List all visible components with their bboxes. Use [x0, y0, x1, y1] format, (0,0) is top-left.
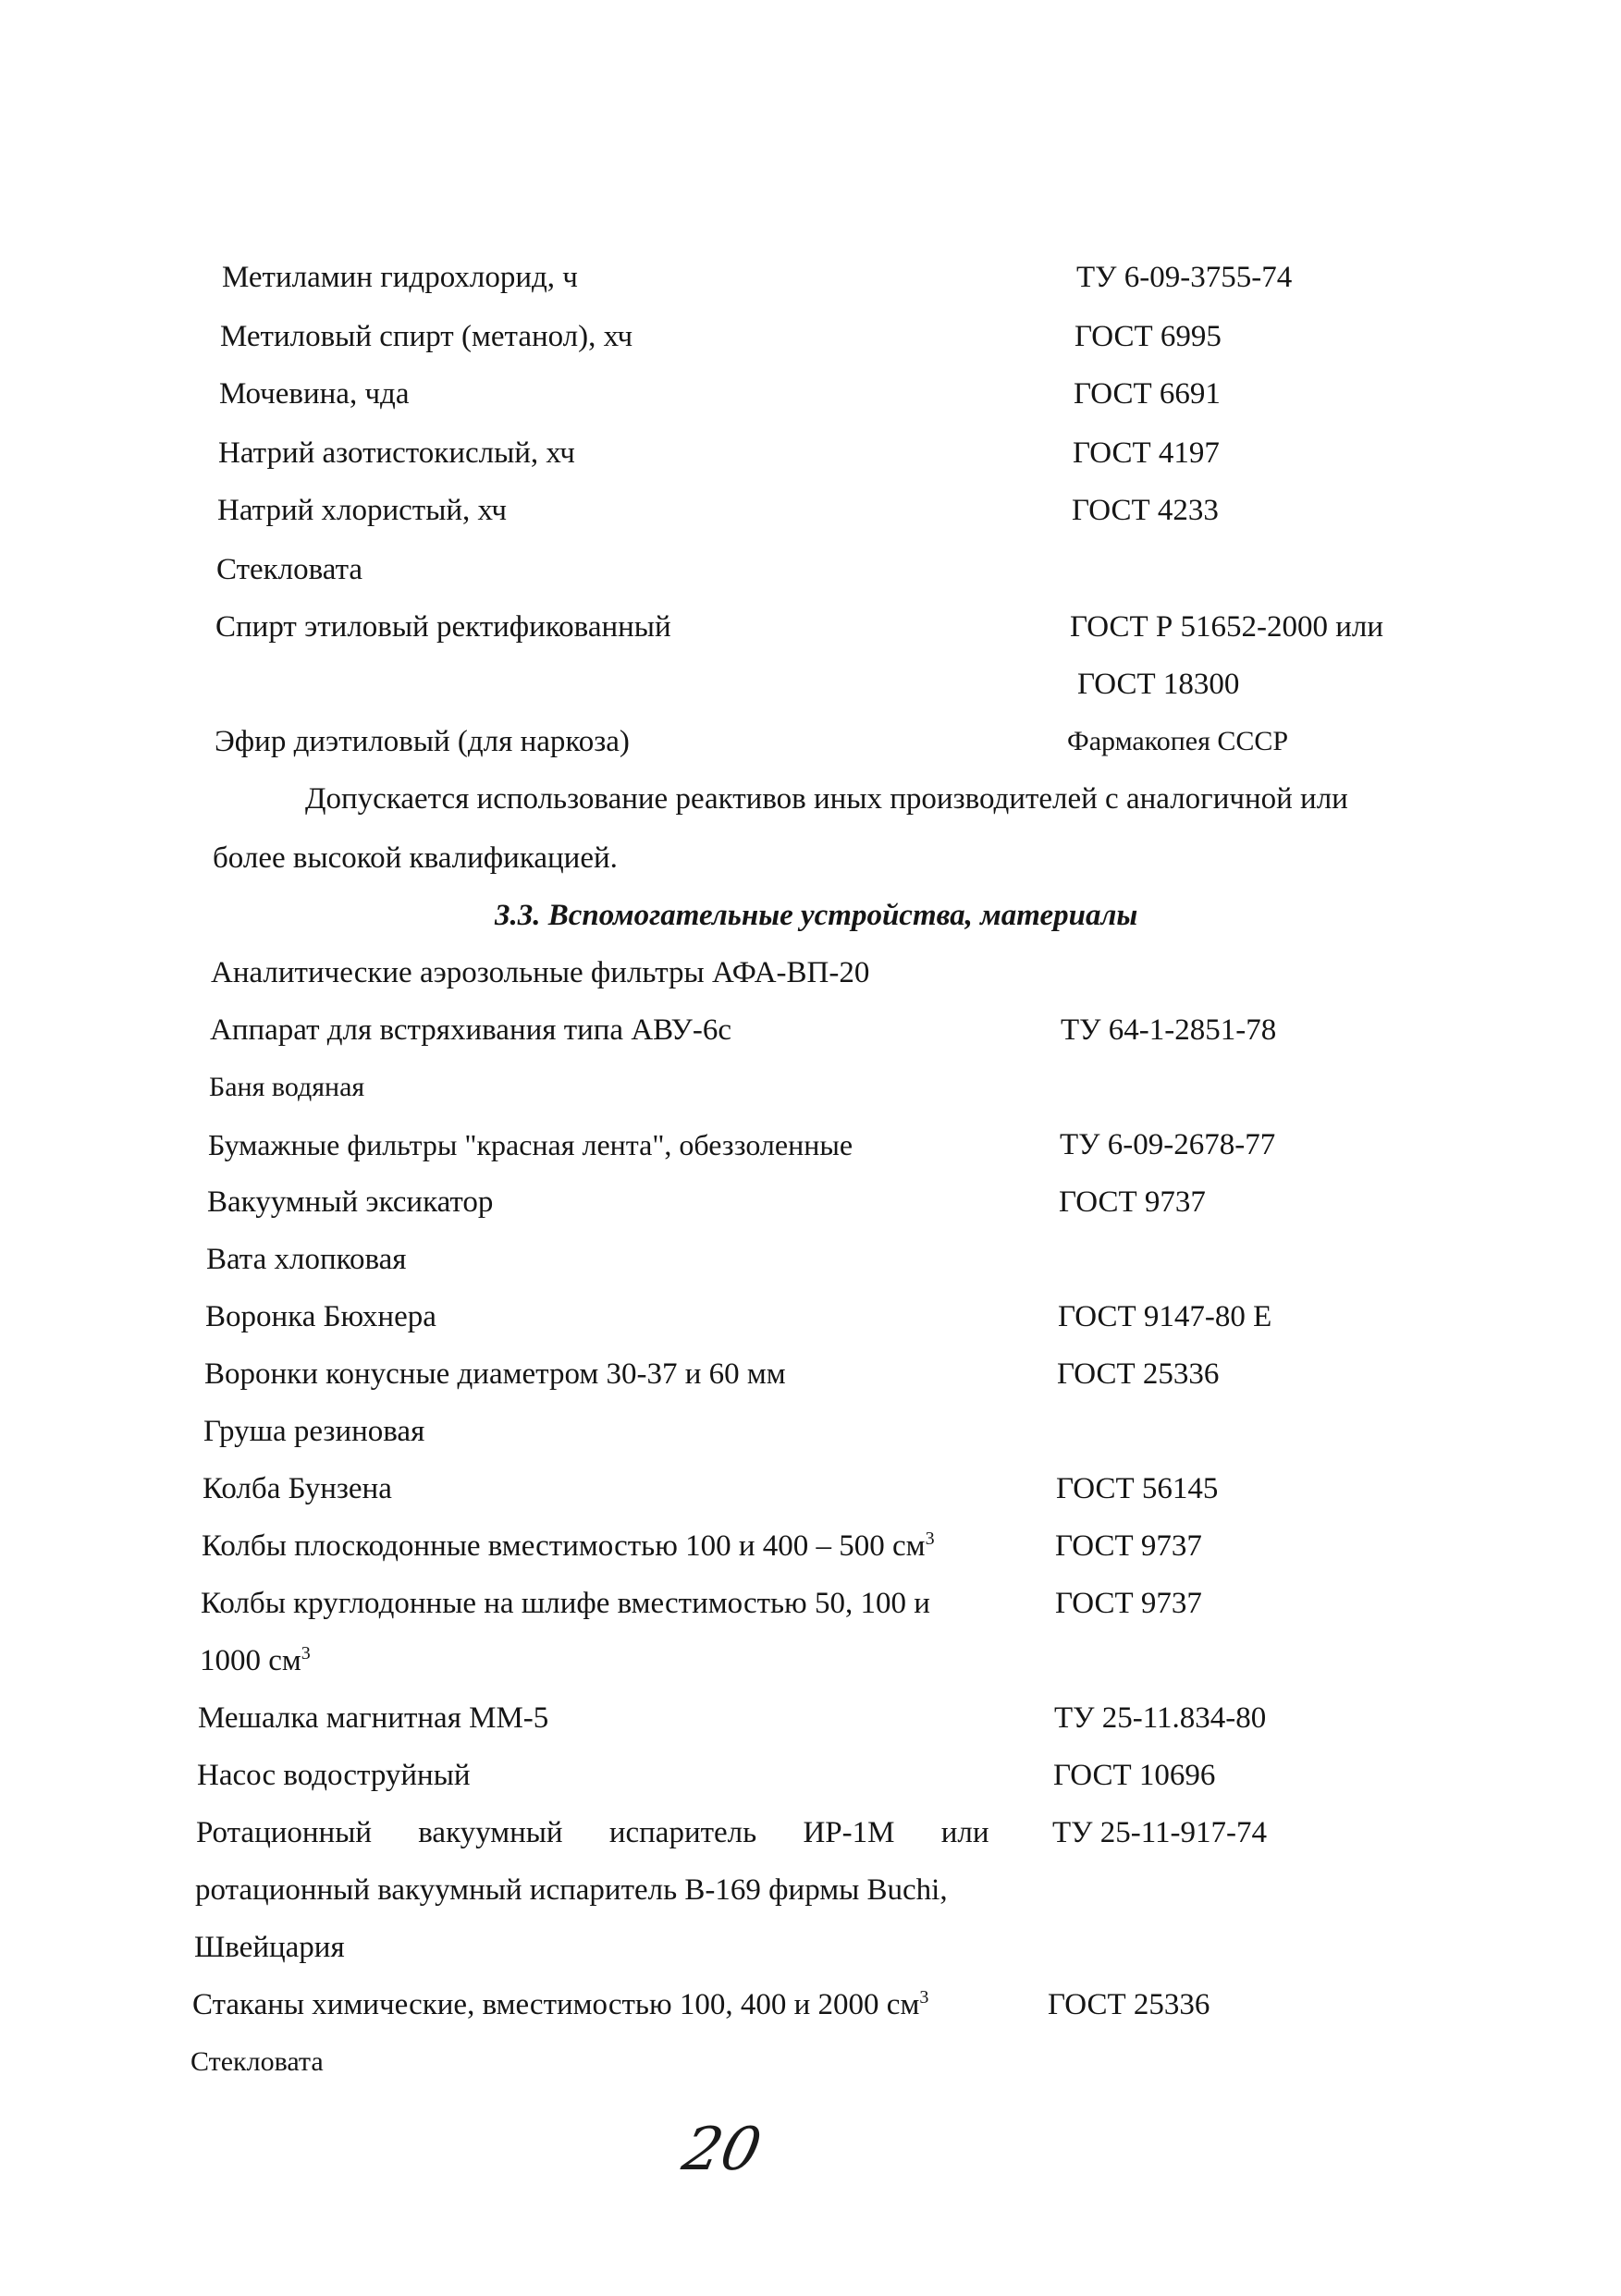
aux-code: ГОСТ 10696 [1053, 1759, 1216, 1792]
aux-row [198, 1696, 1446, 1740]
page-number: 20 [677, 2116, 768, 2184]
aux-code: ГОСТ 9737 [1055, 1587, 1202, 1620]
aux-name: Колбы круглодонные на шлифе вместимостью 50, 100 и [201, 1587, 930, 1620]
aux-name [200, 1639, 311, 1683]
note-line-2: более высокой квалификацией. [213, 841, 618, 875]
aux-row [200, 1639, 1448, 1683]
aux-name: Колба Бунзена [203, 1472, 392, 1505]
aux-code: ТУ 6-09-2678-77 [1060, 1128, 1276, 1161]
aux-code: ГОСТ 56145 [1056, 1472, 1219, 1505]
reagent-code: ГОСТ 4197 [1073, 436, 1220, 470]
aux-name: Ротационный вакуумный испаритель ИР-1М или [196, 1816, 989, 1849]
aux-name: Мешалка магнитная ММ-5 [198, 1701, 549, 1735]
section-heading: 3.3. Вспомогательные устройства, материалы [495, 899, 1138, 932]
superscript-cube: 3 [919, 1987, 929, 2007]
reagent-name: Метиламин гидрохлорид, ч [222, 261, 578, 294]
aux-name-text: Стаканы химические, вместимостью 100, 400 и 2000 см [192, 1988, 920, 2021]
note-line-1: Допускается использование реактивов иных производителей с аналогичной или [305, 782, 1348, 816]
aux-code: ГОСТ 9737 [1059, 1185, 1206, 1219]
aux-row [210, 1008, 1458, 1052]
aux-row [196, 1811, 1444, 1855]
aux-row [190, 2040, 1439, 2084]
aux-row [204, 1352, 1453, 1396]
aux-row [207, 1180, 1455, 1224]
aux-name [202, 1524, 935, 1568]
reagent-code: ГОСТ 6995 [1075, 320, 1222, 353]
aux-name: Стекловата [190, 2046, 324, 2077]
aux-name: Вата хлопковая [206, 1243, 407, 1276]
aux-code: ТУ 64-1-2851-78 [1061, 1013, 1277, 1047]
aux-code: ГОСТ 25336 [1048, 1988, 1210, 2021]
aux-name: Воронки конусные диаметром 30-37 и 60 мм [204, 1357, 786, 1391]
aux-row [203, 1467, 1451, 1511]
aux-code: ГОСТ 9147-80 Е [1058, 1300, 1272, 1333]
aux-name: Вакуумный эксикатор [207, 1185, 494, 1219]
aux-row [208, 1123, 1456, 1167]
reagent-code: ГОСТ Р 51652-2000 или [1070, 610, 1384, 644]
reagent-row [217, 488, 1419, 533]
reagent-name: Стекловата [216, 553, 363, 586]
aux-name: Аналитические аэрозольные фильтры АФА-ВП-20 [211, 956, 870, 989]
reagent-code: ГОСТ 4233 [1072, 494, 1219, 527]
aux-row [201, 1581, 1449, 1626]
reagent-code: Фармакопея СССР [1067, 726, 1289, 756]
reagent-row [215, 605, 1464, 649]
reagent-row [216, 547, 1418, 592]
reagent-row [215, 662, 1464, 706]
aux-name: Бумажные фильтры "красная лента", обеззоленные [208, 1128, 853, 1161]
reagent-row [215, 719, 1463, 764]
aux-name-text: Колбы плоскодонные вместимостью 100 и 400 – 500 см [202, 1529, 926, 1563]
reagent-code: ГОСТ 6691 [1074, 377, 1221, 411]
reagent-name: Натрий хлористый, хч [217, 494, 508, 527]
superscript-cube: 3 [925, 1529, 935, 1549]
aux-row [202, 1524, 1450, 1568]
aux-code: ТУ 25-11.834-80 [1054, 1701, 1267, 1735]
aux-row [195, 1868, 1443, 1912]
aux-code: ГОСТ 9737 [1055, 1529, 1202, 1563]
aux-name: Груша резиновая [203, 1415, 425, 1448]
reagent-row [220, 314, 1422, 359]
reagent-code: ГОСТ 18300 [1077, 668, 1240, 701]
aux-row [194, 1925, 1443, 1970]
aux-row [203, 1409, 1452, 1454]
aux-row [211, 951, 1459, 995]
aux-row [206, 1237, 1455, 1282]
aux-code: ГОСТ 25336 [1057, 1357, 1220, 1391]
aux-name: Насос водоструйный [197, 1759, 471, 1792]
reagent-name: Мочевина, чда [219, 377, 410, 411]
reagent-name: Натрий азотистокислый, хч [218, 436, 575, 470]
superscript-cube: 3 [301, 1643, 311, 1664]
reagent-name: Эфир диэтиловый (для наркоза) [215, 725, 630, 758]
aux-row [192, 1983, 1441, 2027]
reagent-code: ТУ 6-09-3755-74 [1076, 261, 1293, 294]
aux-name: Баня водяная [209, 1072, 365, 1102]
aux-name: ротационный вакуумный испаритель В-169 фирмы Buchi, [195, 1873, 948, 1907]
reagent-name: Спирт этиловый ректификованный [215, 610, 671, 644]
reagent-name: Метиловый спирт (метанол), хч [220, 320, 633, 353]
aux-row [205, 1295, 1454, 1339]
aux-name: Аппарат для встряхивания типа АВУ-6с [210, 1013, 731, 1047]
reagent-row [219, 372, 1421, 416]
aux-row [209, 1065, 1457, 1110]
aux-name: Швейцария [194, 1931, 345, 1964]
reagent-row [218, 431, 1420, 475]
aux-name-text: 1000 см [200, 1644, 301, 1677]
aux-row [197, 1753, 1445, 1798]
aux-code: ТУ 25-11-917-74 [1052, 1816, 1268, 1849]
reagent-row [222, 255, 1424, 300]
aux-name: Воронка Бюхнера [205, 1300, 436, 1333]
aux-name [192, 1983, 928, 2027]
